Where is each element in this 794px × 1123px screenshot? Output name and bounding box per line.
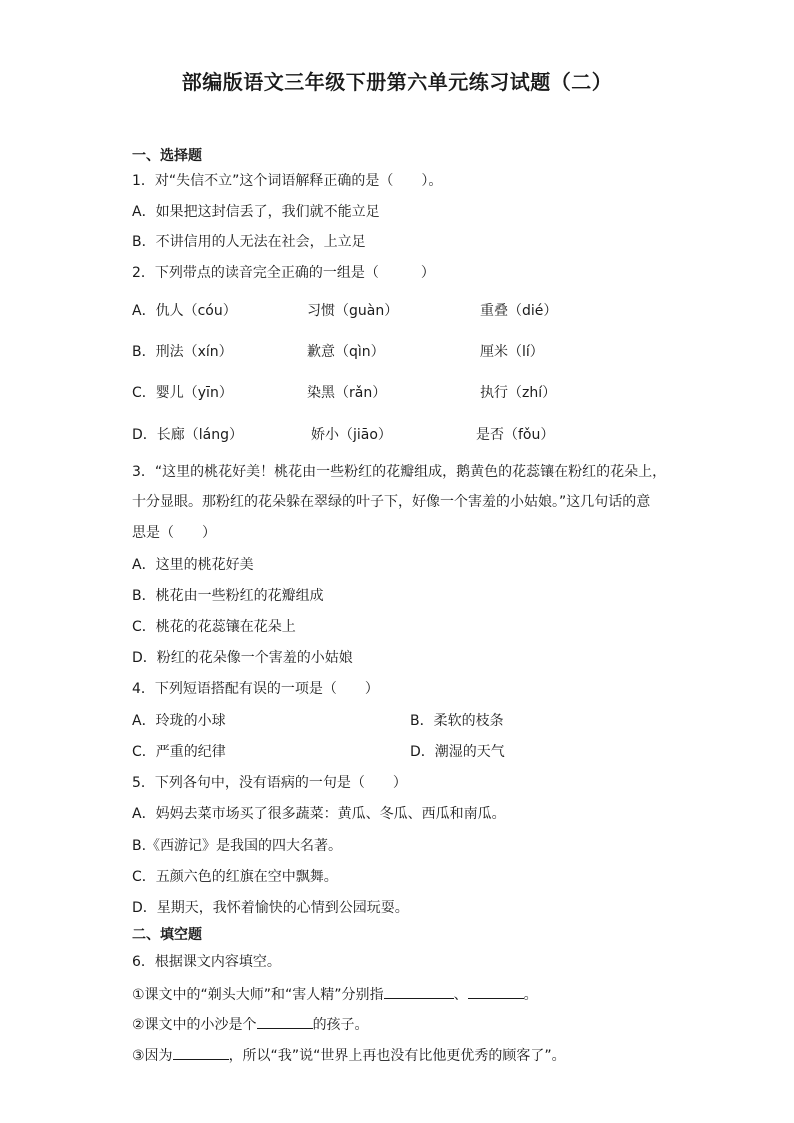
question-3-stem-line-3: 思是（ ） [132, 525, 216, 541]
question-2-option-d-item-1: D．长廊（láng） [132, 427, 244, 443]
question-2-option-d-item-2: 娇小（jiāo） [311, 427, 392, 443]
question-5-stem: 5．下列各句中，没有语病的一句是（ ） [132, 775, 407, 791]
question-3-stem-line-1: 3．“这里的桃花好美！桃花由一些粉红的花瓣组成，鹅黄色的花蕊镶在粉红的花朵上， [132, 464, 667, 480]
section-heading-choice: 一、选择题 [132, 148, 202, 164]
answer-blank-4[interactable] [173, 1045, 229, 1060]
question-1-option-a: A．如果把这封信丢了，我们就不能立足 [132, 204, 380, 220]
question-2-option-b-item-1: B．刑法（xín） [132, 344, 233, 360]
question-2-option-c-item-3: 执行（zhí） [480, 385, 557, 401]
question-3-stem-line-2: 十分显眼。那粉红的花朵躲在翠绿的叶子下，好像一个害羞的小姑娘。”这几句话的意 [132, 494, 651, 510]
question-4-option-b: B．柔软的枝条 [410, 713, 504, 729]
question-2-option-a-item-1: A．仇人（cóu） [132, 303, 237, 319]
question-1-stem: 1．对“失信不立”这个词语解释正确的是（ ）。 [132, 173, 443, 189]
question-6-part-2 [132, 1014, 369, 1035]
question-3-option-b: B．桃花由一些粉红的花瓣组成 [132, 588, 324, 604]
question-2-option-d-item-3: 是否（fǒu） [476, 427, 555, 443]
page-title: 部编版语文三年级下册第六单元练习试题（二） [181, 70, 613, 94]
question-2-option-a-item-3: 重叠（dié） [480, 303, 558, 319]
question-3-option-a: A．这里的桃花好美 [132, 557, 254, 573]
question-6-stem: 6．根据课文内容填空。 [132, 954, 281, 970]
question-5-option-a: A．妈妈去菜市场买了很多蔬菜：黄瓜、冬瓜、西瓜和南瓜。 [132, 806, 506, 822]
question-2-option-b-item-2: 歉意（qìn） [307, 344, 385, 360]
question-6-part-2-text: ②课文中的小沙是个 [132, 1017, 257, 1033]
question-1-option-b: B．不讲信用的人无法在社会，上立足 [132, 234, 366, 250]
question-6-part-1-end: 。 [523, 987, 538, 1003]
question-3-option-d: D．粉红的花朵像一个害羞的小姑娘 [132, 650, 353, 666]
question-6-part-1 [132, 984, 538, 1005]
question-4-option-a: A．玲珑的小球 [132, 713, 226, 729]
question-2-option-b-item-3: 厘米（lí） [480, 344, 544, 360]
question-3-option-c: C．桃花的花蕊镶在花朵上 [132, 619, 296, 635]
answer-blank-1[interactable] [384, 984, 454, 999]
question-2-option-a-item-2: 习惯（guàn） [307, 303, 399, 319]
question-5-option-d: D．星期天，我怀着愉快的心情到公园玩耍。 [132, 900, 409, 916]
answer-blank-3[interactable] [257, 1014, 313, 1029]
question-6-part-2-end: 的孩子。 [312, 1017, 369, 1033]
question-5-option-c: C．五颜六色的红旗在空中飘舞。 [132, 869, 338, 885]
question-2-stem: 2．下列带点的读音完全正确的一组是（ ） [132, 265, 435, 281]
question-4-option-c: C．严重的纪律 [132, 744, 226, 760]
section-heading-fill: 二、填空题 [132, 927, 202, 943]
question-6-part-3-end: ，所以“我”说“世界上再也没有比他更优秀的顾客了”。 [228, 1048, 566, 1064]
question-2-option-c-item-2: 染黑（rǎn） [307, 385, 387, 401]
question-5-option-b: B.《西游记》是我国的四大名著。 [132, 838, 343, 854]
question-6-part-1-separator: 、 [453, 987, 468, 1003]
question-4-option-d: D．潮湿的天气 [410, 744, 505, 760]
question-4-stem: 4．下列短语搭配有误的一项是（ ） [132, 681, 379, 697]
answer-blank-2[interactable] [468, 984, 524, 999]
question-6-part-1-text: ①课文中的“剃头大师”和“害人精”分别指 [132, 987, 384, 1003]
question-6-part-3 [132, 1045, 566, 1066]
question-6-part-3-text: ③因为 [132, 1048, 173, 1064]
question-2-option-c-item-1: C．婴儿（yīn） [132, 385, 233, 401]
